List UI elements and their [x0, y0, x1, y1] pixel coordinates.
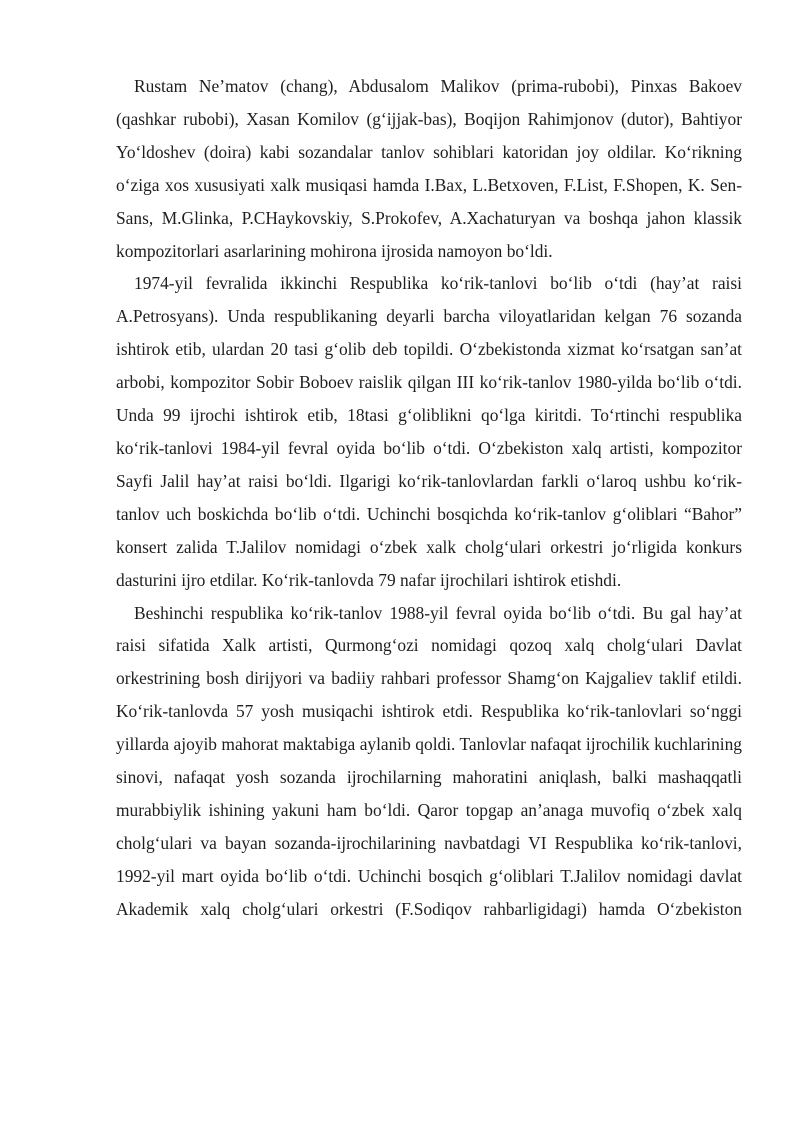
paragraph-1: Rustam Ne’matov (chang), Abdusalom Malikov (prima-rubobi), Pinxas Bakoev (qashkar rubobi), Xasan Komilov (g‘ijjak-bas), Boqijon Rahimjonov (dutor), Bahtiyor Yo‘ldoshev (doira) kabi sozandalar tanlov sohiblari katoridan joy oldilar. Ko‘rikning o‘ziga xos xususiyati xalk musiqasi hamda I.Bax, L.Betxoven, F.List, F.Shopen, K. Sen-Sans, M.Glinka, P.CHaykovskiy, S.Prokofev, A.Xachaturyan va boshqa jahon klassik kompozitorlari asarlarining mohirona ijrosida namoyon bo‘ldi.: [116, 76, 742, 261]
paragraph-3: Beshinchi respublika ko‘rik-tanlov 1988-yil fevral oyida bo‘lib o‘tdi. Bu gal hay’at raisi sifatida Xalk artisti, Qurmong‘ozi nomidagi qozoq xalq cholg‘ulari Davlat orkestrining bosh dirijyori va badiiy rahbari professor Shamg‘on Kajgaliev taklif etildi. Ko‘rik-tanlovda 57 yosh musiqachi ishtirok etdi. Respublika ko‘rik-tanlovlari so‘nggi yillarda ajoyib mahorat maktabiga aylanib qoldi. Tanlovlar nafaqat ijrochilik kuchlarining sinovi, nafaqat yosh sozanda ijrochilarning mahoratini aniqlash, balki mashaqqatli murabbiylik ishining yakuni ham bo‘ldi. Qaror topgap an’anaga muvofiq o‘zbek xalq cholg‘ulari va bayan sozanda-ijrochilarining navbatdagi VI Respublika ko‘rik-tanlovi, 1992-yil mart oyida bo‘lib o‘tdi. Uchinchi bosqich g‘oliblari T.Jalilov nomidagi davlat Akademik xalq cholg‘ulari orkestri (F.Sodiqov rahbarligidagi) hamda O‘zbekiston: [116, 602, 742, 919]
document-page: [116, 70, 742, 926]
paragraph-2: 1974-yil fevralida ikkinchi Respublika ko‘rik-tanlovi bo‘lib o‘tdi (hay’at raisi A.Petrosyans). Unda respublikaning deyarli barcha viloyatlaridan kelgan 76 sozanda ishtirok etib, ulardan 20 tasi g‘olib deb topildi. O‘zbekistonda xizmat ko‘rsatgan san’at arbobi, kompozitor Sobir Boboev raislik qilgan III ko‘rik-tanlov 1980-yilda bo‘lib o‘tdi. Unda 99 ijrochi ishtirok etib, 18tasi g‘oliblikni qo‘lga kiritdi. To‘rtinchi respublika ko‘rik-tanlovi 1984-yil fevral oyida bo‘lib o‘tdi. O‘zbekiston xalq artisti, kompozitor Sayfi Jalil hay’at raisi bo‘ldi. Ilgarigi ko‘rik-tanlovlardan farkli o‘laroq ushbu ko‘rik-tanlov uch boskichda bo‘lib o‘tdi. Uchinchi bosqichda ko‘rik-tanlov g‘oliblari “Bahor” konsert zalida T.Jalilov nomidagi o‘zbek xalk cholg‘ulari orkestri jo‘rligida konkurs dasturini ijro etdilar. Ko‘rik-tanlovda 79 nafar ijrochilari ishtirok etishdi.: [116, 273, 742, 590]
